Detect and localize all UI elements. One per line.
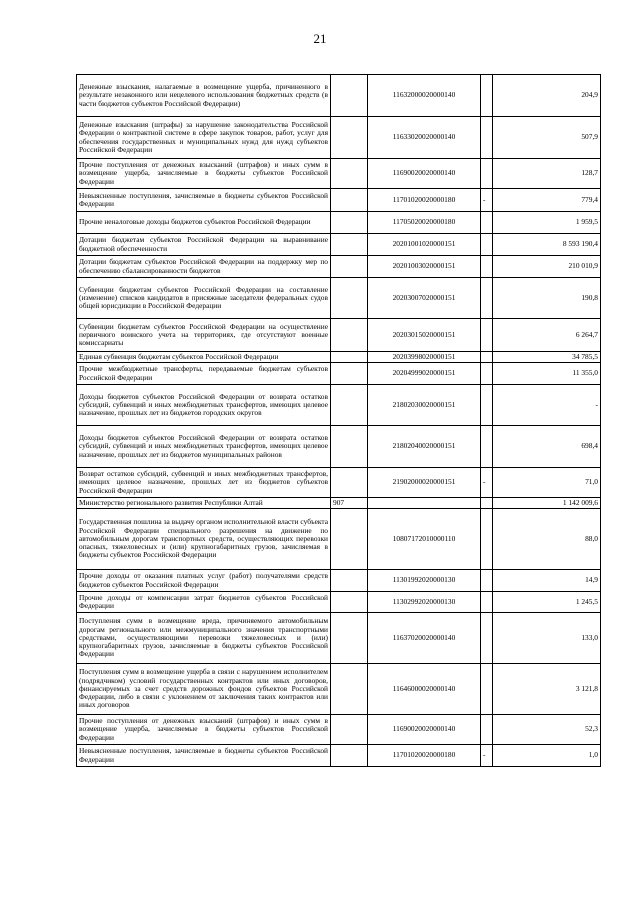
row-administrator-code [331,715,368,745]
table-row [77,745,601,767]
row-sign [481,352,493,363]
row-budget-classification-code: 11633020020000140 [368,117,481,159]
row-administrator-code [331,117,368,159]
row-sign [481,319,493,352]
row-administrator-code [331,256,368,278]
row-budget-classification-code: 11301992020000130 [368,570,481,592]
row-administrator-code [331,570,368,592]
row-description: Доходы бюджетов субъектов Российской Федерации от возврата остатков субсидий, субвенций и иных межбюджетных трансфертов, имеющих целевое назначение, прошлых лет из бюджетов муниципальных районов [77,426,331,468]
row-budget-classification-code [368,498,481,509]
row-sign: - [481,745,493,767]
row-administrator-code [331,592,368,613]
row-amount: 52,3 [493,715,601,745]
row-administrator-code [331,189,368,212]
row-description: Невыясненные поступления, зачисляемые в бюджеты субъектов Российской Федерации [77,745,331,767]
table-row [77,715,601,745]
row-budget-classification-code: 11690020020000140 [368,159,481,189]
page-number: 21 [313,31,327,46]
row-amount: 210 010,9 [493,256,601,278]
row-budget-classification-code: 10807172010000110 [368,509,481,570]
row-administrator-code [331,613,368,664]
table-row [77,256,601,278]
row-amount: 3 121,8 [493,664,601,715]
row-description: Прочие поступления от денежных взысканий (штрафов) и иных сумм в возмещение ущерба, зачисляемые в бюджеты субъектов Российской Федерации [77,159,331,189]
row-administrator-code [331,509,368,570]
row-sign [481,509,493,570]
row-description: Поступления сумм в возмещение вреда, причиняемого автомобильным дорогам регионального или межмуниципального значения транспортными средствами, осуществляющими перевозки тяжеловесных и (или) крупногабаритных грузов, зачисляемые в бюджеты субъектов Российской Федерации [77,613,331,664]
row-budget-classification-code: 11701020020000180 [368,189,481,212]
row-sign [481,498,493,509]
table-row [77,75,601,117]
table-row [77,498,601,509]
row-description: Субвенции бюджетам субъектов Российской Федерации на составление (изменение) списков кандидатов в присяжные заседатели федеральных судов общей юрисдикции в Российской Федерации [77,278,331,319]
row-description: Министерство регионального развития Республики Алтай [77,498,331,509]
row-amount: 128,7 [493,159,601,189]
row-administrator-code [331,363,368,385]
row-budget-classification-code: 11632000020000140 [368,75,481,117]
row-description: Денежные взыскания, налагаемые в возмещение ущерба, причиненного в результате незаконного или нецелевого использования бюджетных средств (в части бюджетов субъектов Российской Федерации) [77,75,331,117]
row-budget-classification-code: 11705020020000180 [368,212,481,234]
table-row [77,509,601,570]
row-description: Невыясненные поступления, зачисляемые в бюджеты субъектов Российской Федерации [77,189,331,212]
row-amount: 133,0 [493,613,601,664]
table-row [77,592,601,613]
row-sign: - [481,189,493,212]
row-budget-classification-code: 11646000020000140 [368,664,481,715]
row-sign [481,159,493,189]
row-administrator-code [331,278,368,319]
table-row [77,319,601,352]
row-description: Прочие поступления от денежных взысканий (штрафов) и иных сумм в возмещение ущерба, зачисляемые в бюджеты субъектов Российской Федерации [77,715,331,745]
row-budget-classification-code: 21902000020000151 [368,468,481,498]
row-administrator-code [331,385,368,426]
table-row [77,117,601,159]
row-amount: 34 785,5 [493,352,601,363]
row-administrator-code [331,664,368,715]
row-amount: 507,9 [493,117,601,159]
row-amount: 11 355,0 [493,363,601,385]
row-sign [481,385,493,426]
row-budget-classification-code: 21802030020000151 [368,385,481,426]
table-row [77,664,601,715]
row-administrator-code [331,319,368,352]
row-description: Единая субвенция бюджетам субъектов Российской Федерации [77,352,331,363]
row-amount: 6 264,7 [493,319,601,352]
row-description: Денежные взыскания (штрафы) за нарушение законодательства Российской Федерации о контрактной системе в сфере закупок товаров, работ, услуг для обеспечения государственных и муниципальных нужд для нужд субъектов Российской Федерации [77,117,331,159]
row-sign [481,75,493,117]
table-row [77,278,601,319]
row-sign [481,592,493,613]
row-administrator-code [331,75,368,117]
row-administrator-code [331,745,368,767]
row-description: Доходы бюджетов субъектов Российской Федерации от возврата остатков субсидий, субвенций и иных межбюджетных трансфертов, имеющих целевое назначение, прошлых лет из бюджетов городских округов [77,385,331,426]
row-administrator-code [331,234,368,256]
row-description: Субвенции бюджетам субъектов Российской Федерации на осуществление первичного воинского учета на территориях, где отсутствуют военные комиссариаты [77,319,331,352]
row-amount: 14,9 [493,570,601,592]
row-amount: 71,0 [493,468,601,498]
row-administrator-code [331,468,368,498]
row-amount: 1 959,5 [493,212,601,234]
table-row [77,385,601,426]
table-row [77,426,601,468]
row-description: Дотации бюджетам субъектов Российской Федерации на выравнивание бюджетной обеспеченности [77,234,331,256]
table-row [77,468,601,498]
row-budget-classification-code: 11637020020000140 [368,613,481,664]
row-budget-classification-code: 20203998020000151 [368,352,481,363]
row-description: Возврат остатков субсидий, субвенций и иных межбюджетных трансфертов, имеющих целевое назначение, прошлых лет из бюджетов субъектов Российской Федерации [77,468,331,498]
row-amount: 779,4 [493,189,601,212]
table-row [77,234,601,256]
row-description: Поступления сумм в возмещение ущерба в связи с нарушением исполнителем (подрядчиком) условий государственных контрактов или иных договоров, финансируемых за счет средств дорожных фондов субъектов Российской Федерации, либо в связи с уклонением от заключения таких контрактов или иных договоров [77,664,331,715]
row-amount: 190,8 [493,278,601,319]
row-budget-classification-code: 20204999020000151 [368,363,481,385]
revenue-table [76,74,601,767]
row-amount: 1 142 009,6 [493,498,601,509]
row-amount: 88,0 [493,509,601,570]
row-description: Государственная пошлина за выдачу органом исполнительной власти субъекта Российской Федерации специального разрешения на движение по автомобильным дорогам транспортных средств, осуществляющих перевозки опасных, тяжеловесных и (или) крупногабаритных грузов, зачисляемая в бюджеты субъектов Российской Федерации [77,509,331,570]
row-sign [481,212,493,234]
row-budget-classification-code: 20201001020000151 [368,234,481,256]
row-budget-classification-code: 11690020020000140 [368,715,481,745]
row-administrator-code: 907 [331,498,368,509]
row-budget-classification-code: 11701020020000180 [368,745,481,767]
table-row [77,159,601,189]
row-budget-classification-code: 11302992020000130 [368,592,481,613]
table-row [77,189,601,212]
table-row [77,212,601,234]
row-administrator-code [331,159,368,189]
row-sign: - [481,468,493,498]
row-sign [481,570,493,592]
row-sign [481,715,493,745]
row-sign [481,256,493,278]
row-amount: 1 245,5 [493,592,601,613]
row-administrator-code [331,426,368,468]
row-budget-classification-code: 20203007020000151 [368,278,481,319]
row-sign [481,426,493,468]
row-amount: 8 593 190,4 [493,234,601,256]
table-row [77,352,601,363]
row-amount: - [493,385,601,426]
table-row [77,613,601,664]
row-sign [481,117,493,159]
row-amount: 698,4 [493,426,601,468]
row-description: Дотации бюджетам субъектов Российской Федерации на поддержку мер по обеспечению сбалансированности бюджетов [77,256,331,278]
row-description: Прочие доходы от компенсации затрат бюджетов субъектов Российской Федерации [77,592,331,613]
row-amount: 204,9 [493,75,601,117]
row-description: Прочие доходы от оказания платных услуг (работ) получателями средств бюджетов субъектов Российской Федерации [77,570,331,592]
row-sign [481,363,493,385]
row-sign [481,613,493,664]
row-amount: 1,0 [493,745,601,767]
row-budget-classification-code: 20201003020000151 [368,256,481,278]
table-row [77,363,601,385]
table-row [77,570,601,592]
row-sign [481,664,493,715]
row-description: Прочие межбюджетные трансферты, передаваемые бюджетам субъектов Российской Федерации [77,363,331,385]
row-sign [481,234,493,256]
row-budget-classification-code: 21802040020000151 [368,426,481,468]
row-description: Прочие неналоговые доходы бюджетов субъектов Российской Федерации [77,212,331,234]
row-budget-classification-code: 20203015020000151 [368,319,481,352]
row-administrator-code [331,352,368,363]
row-administrator-code [331,212,368,234]
row-sign [481,278,493,319]
